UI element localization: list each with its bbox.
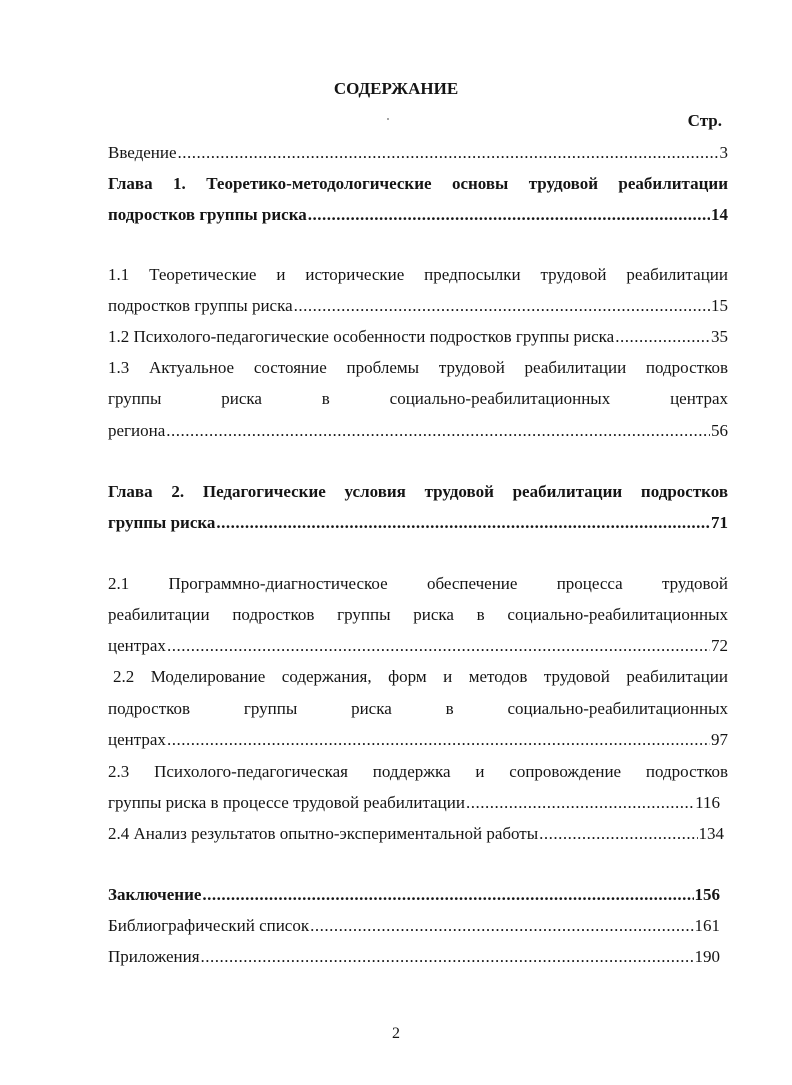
toc-entry-s23-line1[interactable] xyxy=(108,761,728,783)
entry-page: 15 xyxy=(711,296,728,315)
entry-text: 2.1 Программно-диагностическое обеспечение процесса трудовой xyxy=(108,574,728,593)
entry-text: 1.2 Психолого-педагогические особенности подростков группы риска xyxy=(108,327,615,346)
toc-entry-s22-line2[interactable] xyxy=(108,698,728,720)
toc-entry-bibliography[interactable] xyxy=(108,915,720,937)
toc-entry-s21-line2[interactable] xyxy=(108,604,728,626)
toc-entry-ch1-line2[interactable] xyxy=(108,204,728,226)
entry-page: 3 xyxy=(719,143,728,162)
entry-text: 2.4 Анализ результатов опытно-экспериментальной работы xyxy=(108,824,539,843)
entry-page: 190 xyxy=(694,947,720,966)
toc-entry-s11-line1[interactable] xyxy=(108,264,728,286)
entry-text: Заключение xyxy=(108,885,202,904)
entry-text: подростков группы риска xyxy=(108,296,293,315)
entry-text: 1.3 Актуальное состояние проблемы трудовой реабилитации подростков xyxy=(108,358,728,377)
toc-entry-appendices[interactable] xyxy=(108,946,720,968)
entry-text: Введение xyxy=(108,143,177,162)
entry-text: 1.1 Теоретические и исторические предпосылки трудовой реабилитации xyxy=(108,265,728,284)
toc-entry-intro[interactable] xyxy=(108,142,728,164)
page-number: 2 xyxy=(392,1025,400,1042)
entry-page: 71 xyxy=(711,513,728,532)
entry-page: 156 xyxy=(694,885,720,904)
entry-text: подростков группы риска в социально-реабилитационных xyxy=(108,699,728,718)
toc-entry-s11-line2[interactable] xyxy=(108,295,728,317)
toc-title: СОДЕРЖАНИЕ xyxy=(333,79,459,98)
entry-text: региона xyxy=(108,421,166,440)
toc-entry-ch2-line1[interactable] xyxy=(108,481,728,503)
toc-entry-s13-line3[interactable] xyxy=(108,420,728,442)
entry-text: Глава 2. Педагогические условия трудовой реабилитации подростков xyxy=(108,482,728,501)
entry-page: 14 xyxy=(711,205,728,224)
entry-page: 35 xyxy=(711,327,728,346)
entry-text: подростков группы риска xyxy=(108,205,307,224)
toc-entry-conclusion[interactable] xyxy=(108,884,720,906)
entry-page: 97 xyxy=(711,730,728,749)
scan-speck xyxy=(387,118,389,120)
entry-text: 2.3 Психолого-педагогическая поддержка и сопровождение подростков xyxy=(108,762,728,781)
toc-entry-s23-line2[interactable] xyxy=(108,792,720,814)
entry-text: группы риска в процессе трудовой реабилитации xyxy=(108,793,465,812)
toc-entry-s13-line2[interactable] xyxy=(108,388,728,410)
entry-text: группы риска в социально-реабилитационных центрах xyxy=(108,389,728,408)
toc-entry-s22-line3[interactable] xyxy=(108,729,728,751)
toc-entry-ch2-line2[interactable] xyxy=(108,512,728,534)
entry-page: 161 xyxy=(694,916,720,935)
entry-text: центрах xyxy=(108,636,166,655)
entry-page: 134 xyxy=(698,824,724,843)
toc-entry-s21-line3[interactable] xyxy=(108,635,728,657)
entry-text: Глава 1. Теоретико-методологические основы трудовой реабилитации xyxy=(108,174,728,193)
entry-text: реабилитации подростков группы риска в социально-реабилитационных xyxy=(108,605,728,624)
entry-text: Приложения xyxy=(108,947,200,966)
toc-entry-s13-line1[interactable] xyxy=(108,357,728,379)
entry-text: центрах xyxy=(108,730,166,749)
toc-entry-s21-line1[interactable] xyxy=(108,573,728,595)
page-column-label: Стр. xyxy=(687,111,722,130)
entry-page: 56 xyxy=(711,421,728,440)
entry-text: Библиографический список xyxy=(108,916,310,935)
toc-entry-ch1-line1[interactable] xyxy=(108,173,728,195)
toc-entry-s22-line1[interactable] xyxy=(113,666,728,688)
entry-page: 116 xyxy=(695,793,720,812)
entry-page: 72 xyxy=(711,636,728,655)
toc-entry-s12[interactable] xyxy=(108,326,728,348)
toc-entry-s24[interactable] xyxy=(108,823,724,845)
entry-text: 2.2 Моделирование содержания, форм и методов трудовой реабилитации xyxy=(113,667,728,686)
entry-text: группы риска xyxy=(108,513,216,532)
